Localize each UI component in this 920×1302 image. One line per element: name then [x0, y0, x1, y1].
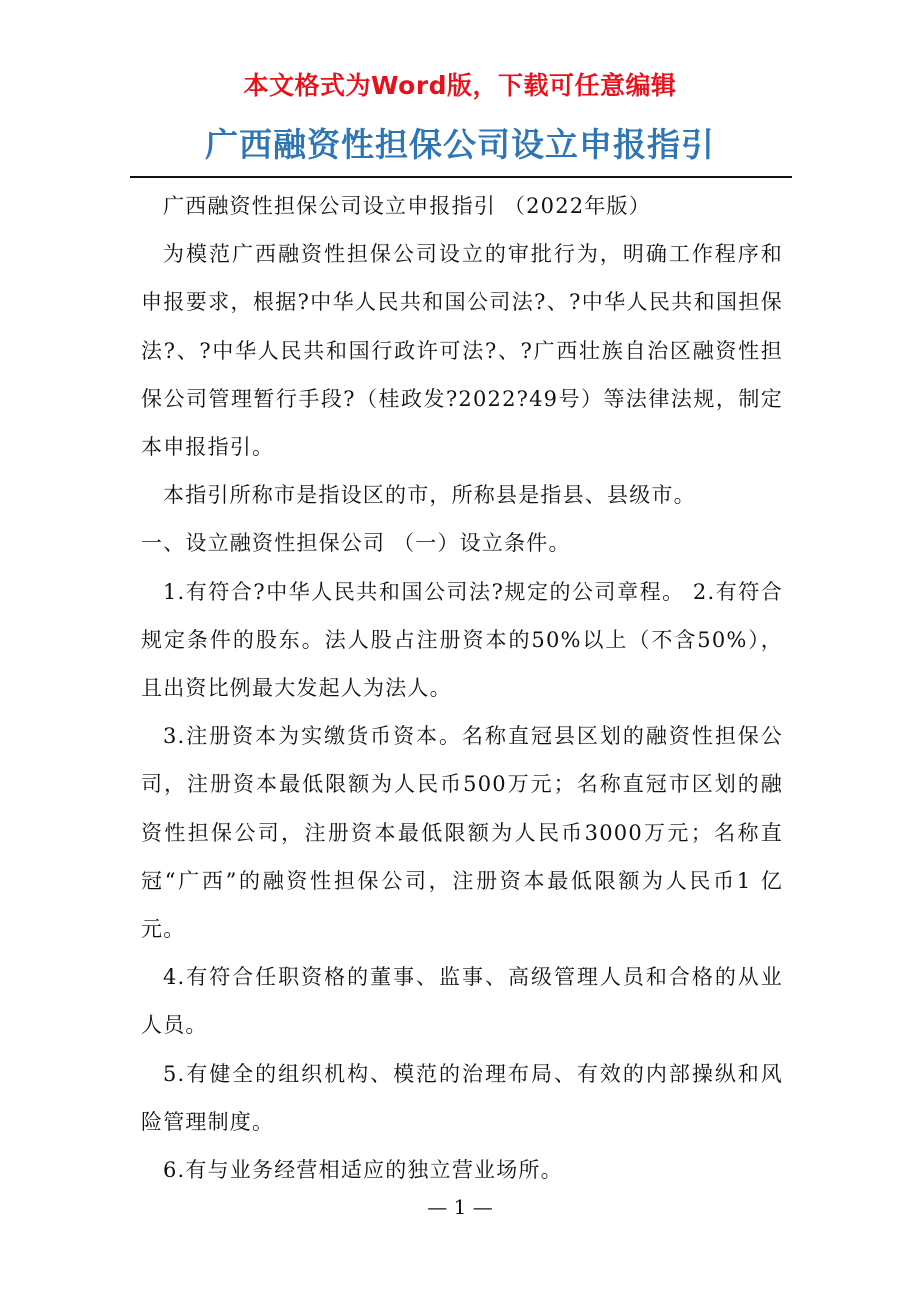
scope-paragraph: 本指引所称市是指设区的市，所称县是指县、县级市。: [163, 483, 696, 508]
condition-item-1-2: 1.有符合?中华人民共和国公司法?规定的公司章程。 2.有符合规定条件的股东。法人股占注册资本的50%以上（不含50%），且出资比例最大发起人为法人。: [141, 579, 783, 701]
condition-item-5: 5.有健全的组织机构、模范的治理布局、有效的内部操纵和风险管理制度。: [141, 1061, 783, 1134]
page-number: — 1 —: [427, 1195, 493, 1219]
document-body: [141, 182, 783, 1194]
condition-item-6: 6.有与业务经营相适应的独立营业场所。: [163, 1158, 563, 1183]
section-heading: 一、设立融资性担保公司 （一）设立条件。: [141, 531, 571, 556]
title-divider: [130, 176, 792, 178]
condition-item-4: 4.有符合任职资格的董事、监事、高级管理人员和合格的从业人员。: [141, 965, 783, 1038]
preamble-paragraph: 为模范广西融资性担保公司设立的审批行为，明确工作程序和申报要求，根据?中华人民共和国公司法?、?中华人民共和国担保法?、?中华人民共和国行政许可法?、?广西壮族自治区融资性担保公司管理暂行手段?（桂政发?2022?49号）等法律法规，制定本申报指引。: [141, 242, 783, 460]
condition-item-3: 3.注册资本为实缴货币资本。名称直冠县区划的融资性担保公司，注册资本最低限额为人民币500万元；名称直冠市区划的融资性担保公司，注册资本最低限额为人民币3000万元；名称直冠“广西”的融资性担保公司，注册资本最低限额为人民币1 亿元。: [141, 724, 783, 942]
subtitle-paragraph: 广西融资性担保公司设立申报指引 （2022年版）: [163, 194, 651, 218]
document-title: 广西融资性担保公司设立申报指引: [205, 125, 715, 164]
download-banner: 本文格式为Word版，下载可任意编辑: [243, 71, 677, 100]
